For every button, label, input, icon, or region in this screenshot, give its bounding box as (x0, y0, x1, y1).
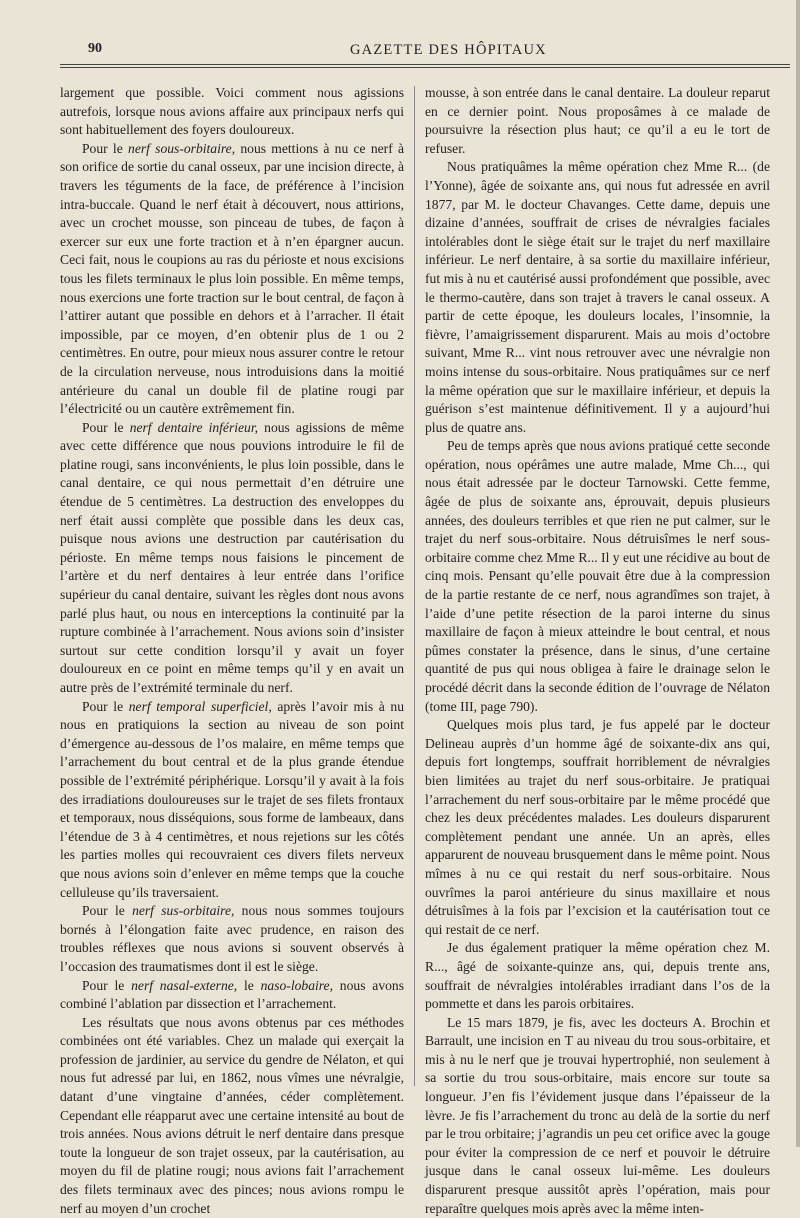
paragraph: largement que possible. Voici comment nous agissions autrefois, lorsque nous avions affaire aux principaux nerfs qui sont habituellement des foyers douloureux. (60, 85, 404, 138)
paragraph: Pour le nerf temporal superficiel, après l’avoir mis à nu nous en pratiquions la section au niveau de son point d’émergence au-dessous de l’os malaire, en même temps que l’arrachement du bout central et de la plus grande étendue possible de l’extrémité périphérique. Lorsqu’il y avait à la fois des irradiations douloureuses sur le trajet de ses filets frontaux et temporaux, nous disséquions, sous forme de lambeaux, dans l’étendue de 3 à 4 centimètres, et nous rejetions sur les côtés les parties molles qui recouvraient ces divers filets nerveux que nous avions soin d’enlever en même temps que la couche celluleuse qu’ils traversaient. (60, 698, 404, 900)
right-column (425, 84, 770, 1216)
running-title: GAZETTE DES HÔPITAUX (350, 42, 547, 58)
paragraph: Nous pratiquâmes la même opération chez Mme R... (de l’Yonne), âgée de soixante ans, qui nous fut adressée en avril 1877, par M. le docteur Chavanges. Cette dame, depuis une dizaine d’années, souffrait de crises de névralgies faciales intolérables dont le siège était sur le trajet du nerf maxillaire inférieur. Le nerf dentaire, à sa sortie du maxillaire inférieur, fut mis à nu et cautérisé aussi profondément que possible, avec le thermo-cautère, dans son trajet à travers le canal osseux. A partir de cette époque, les douleurs locales, l’insomnie, la fièvre, l’amaigrissement disparurent. Mais au mois d’octobre suivant, Mme R... vint nous retrouver avec une névralgie non moins intense du sous-orbitaire. Nous pratiquâmes sur ce nerf la même opération que sur le maxillaire inférieur, et depuis la guérison s’est maintenue définitivement. Il y a aujourd’hui plus de quatre ans. (425, 159, 770, 435)
emphasis: nerf temporal superficiel, (128, 698, 272, 714)
paragraph: Pour le nerf sous-orbitaire, nous mettions à nu ce nerf à son orifice de sortie du canal osseux, par une incision directe, à travers les téguments de la face, de préférence à l’incision intra-buccale. Quand le nerf était à découvert, nous attirions, avec un crochet mousse, son pinceau de tubes, de façon à exercer sur eux une forte traction et à n’en épargner aucun. Ceci fait, nous le coupions au ras du périoste et nous excisions tous les filets terminaux le plus loin possible. En même temps, nous exercions une forte traction sur le bout central, de façon à l’attirer autant que possible en dehors et à l’arracher. Il était impossible, par ce moyen, d’en obtenir plus de 1 ou 2 centimètres. En outre, pour mieux nous assurer contre le retour de la circulation nerveuse, nous introduisions dans la moitié antérieure du canal un double fil de platine rougi par l’électricité ou un cautère extrêmement fin. (60, 140, 405, 417)
paragraph: Je dus également pratiquer la même opération chez M. R..., âgé de soixante-quinze ans, qui, depuis trente ans, souffrait de névralgies intolérables irradiant dans l’os de la pommette et dans les parois orbitaires. (425, 940, 770, 1012)
page-header (60, 38, 790, 60)
column-divider (414, 86, 415, 1086)
emphasis: nerf sous-orbitaire, (128, 140, 236, 156)
header-rule-bottom (60, 67, 790, 68)
paragraph: Pour le nerf nasal-externe, le naso-lobaire, nous avons combiné l’ablation par dissection et l’arrachement. (60, 977, 405, 1012)
left-column (60, 84, 405, 1216)
emphasis: nerf nasal-externe, (131, 977, 238, 993)
page-number: 90 (88, 41, 102, 56)
emphasis: nerf sus-orbitaire, (132, 903, 235, 919)
paragraph: Quelques mois plus tard, je fus appelé par le docteur Delineau auprès d’un homme âgé de soixante-dix ans qui, depuis fort longtemps, souffrait horriblement de névralgies bien limitées au trajet du nerf sous-orbitaire. Je pratiquai l’arrachement du nerf sous-orbitaire par le même procédé que chez les deux précédentes malades. Les douleurs disparurent complètement pendant une année. Un an après, elles apparurent de nouveau brusquement dans le même point. Nous mîmes à nu ce qui restait du nerf sous-orbitaire. Nous ouvrîmes la paroi antérieure du sinus maxillaire et nous détruisîmes à la fois par l’excision et la cautérisation tout ce qui restait de ce nerf. (425, 717, 770, 937)
header-rule-top (60, 64, 790, 65)
paragraph: mousse, à son entrée dans le canal dentaire. La douleur reparut en ce dernier point. Nous proposâmes à ce malade de poursuivre la résection plus haut; ce qu’il a eu le tort de refuser. (425, 85, 770, 156)
emphasis: nerf dentaire inférieur, (129, 419, 259, 435)
paragraph: Le 15 mars 1879, je fis, avec les docteurs A. Brochin et Barrault, une incision en T au niveau du trou sous-orbitaire, et mis à nu le nerf que je trouvai hypertrophié, non seulement à sa sortie du trou sous-orbitaire, mais encore sur toute sa longueur. J’en fis l’évidement jusque dans l’épaisseur de la lèvre. Je fis l’arrachement du tronc au delà de la sortie du nerf par le trou orbitaire; j’agrandis un peu cet orifice avec la gouge pour éviter la compression de ce nerf et pouvoir le détruire jusque dans le canal osseux lui-même. Les douleurs disparurent presque aussitôt après l’opération, mais pour reparaître quelques mois après avec la même inten- (425, 1014, 770, 1216)
paragraph: Peu de temps après que nous avions pratiqué cette seconde opération, nous opérâmes une autre malade, Mme Ch..., qui nous était adressée par le docteur Tarnowski. Cette femme, âgée de plus de soixante ans, éprouvait, depuis plusieurs années, des douleurs terribles et que rien ne put calmer, sur le trajet du nerf sous-orbitaire. Nous détruisîmes le nerf sous-orbitaire comme chez Mme R... Il y eut une récidive au bout de cinq mois. Pensant qu’elle pouvait être due à la compression de la partie restante de ce nerf, nous agrandîmes son trajet, à l’aide d’une petite résection de la paroi interne du sinus maxillaire de façon à mieux atteindre le bout central, et nous pûmes constater la présence, dans le sinus, d’une certaine quantité de pus qui nous obligea à faire le drainage selon le procédé décrit dans la seconde édition de l’ouvrage de Nélaton (tome III, page 790). (425, 438, 770, 714)
paragraph: Pour le nerf sus-orbitaire, nous nous sommes toujours bornés à l’élongation faite avec prudence, en raison des troubles réflexes que nous avions si souvent observés à l’occasion des traumatismes dont il est le siège. (60, 903, 404, 974)
page-edge (796, 0, 800, 1147)
paragraph: Les résultats que nous avons obtenus par ces méthodes combinées ont été variables. Chez un malade qui exerçait la profession de jardinier, au service du gendre de Nélaton, et qui nous fut adressé par lui, en 1862, nous vîmes une névralgie, datant d’une vingtaine d’années, céder complètement. Cependant elle réapparut avec une certaine intensité au bout de trois années. Nous avions détruit le nerf dentaire dans presque toute la longueur de son trajet osseux, par la cautérisation, au moyen du fil de platine rougi; nous avions fait l’arrachement des filets terminaux avec des pinces; nous avions rompu le nerf au moyen d’un crochet (60, 1014, 404, 1216)
paragraph: Pour le nerf dentaire inférieur, nous agissions de même avec cette différence que nous pouvions introduire le fil de platine rougi, sans inconvénients, le plus loin possible, dans le canal dentaire, ce qui nous permettait d’en détruire une étendue de 5 centimètres. La destruction des enveloppes du nerf était aussi complète que possible dans les deux cas, puisque nous avions une destruction par cautérisation du périoste. En même temps nous faisions le pincement de l’artère et du nerf dentaires à leur entrée dans l’orifice supérieur du canal dentaire, suivant les règles dont nous avons parlé plus haut, ou nous en interceptions la continuité par la rupture combinée à l’arrachement. Nous avions soin d’insister surtout sur cette condition lorsqu’il y avait un foyer douloureux en ce point en même temps qu’il y en avait un autre près de l’extrémité terminale du nerf. (60, 419, 404, 695)
emphasis: naso-lobaire, (260, 977, 333, 993)
